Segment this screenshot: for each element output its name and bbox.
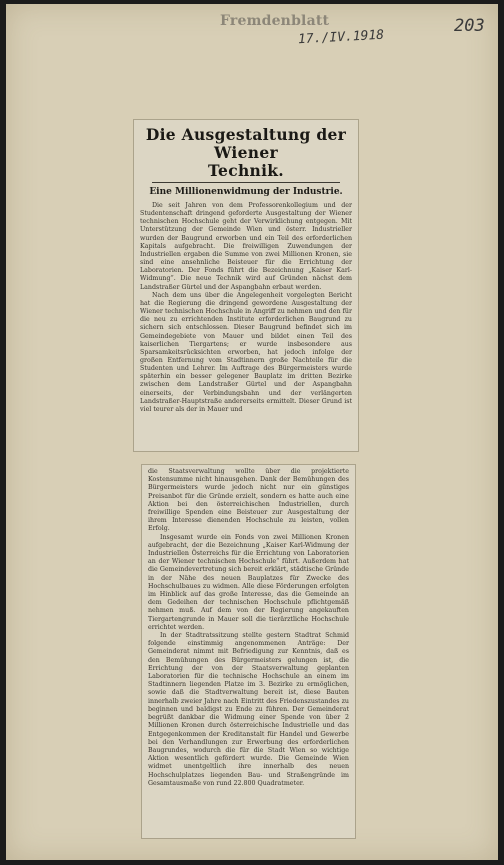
paragraph: die Staatsverwaltung wollte über die projektierte Kostensumme nicht hinausgehen. Dank der Bemühungen des Bürgermeisters wurde jedoch nicht nur ein günstiges Preisanbot für die Gründe erzielt, sondern es hatte auch eine Aktion bei den österreichischen Industriellen, durch freiwillige Spenden eine Beisteuer zur Ausgestaltung der ihrem Interesse dienenden Hochschule zu leisten, vollen Erfolg. [148, 468, 349, 533]
paragraph: Nach dem uns über die Angelegenheit vorgelegten Bericht hat die Regierung die dringend gewordene Ausgestaltung der Wiener technischen Hochschule in Angriff zu nehmen und den für die neu zu errichtenden Institute erforderlichen Baugrund zu sichern sich entschlossen. Dieser Baugrund befindet sich im Gemeindegebiete von Mauer und bildet einen Teil des kaiserlichen Tiergartens; er wurde insbesondere aus Sparsamkeitsrücksichten erworben, hat jedoch infolge der großen Entfernung vom Stadtinnern große Nachteile für die Studenten und Lehrer. Im Auftrage des Bürgermeisters wurde späterhin ein besser gelegener Bauplatz im dritten Bezirke zwischen dem Landstraßer Gürtel und der Aspangbahn einerseits, der Verbindungsbahn und der verlängerten Landstraßer-Hauptstraße andererseits ermittelt. Dieser Grund ist viel teurer als der in Mauer und [140, 291, 352, 413]
handwritten-page-number: 203 [454, 16, 485, 36]
paragraph: Die seit Jahren von dem Professorenkollegium und der Studentenschaft dringend geforderte Ausgestaltung der Wiener technischen Hochschule geht der Verwirklichung entgegen. Mit Unterstützung der Gemeinde Wien und österr. Industrieller wurden der Baugrund erworben und ein Teil des erforderlichen Kapitals aufgebracht. Die freiwilligen Zuwendungen der Industriellen ergaben die Summe von zwei Millionen Kronen, sie sind eine ansehnliche Beisteuer für die Errichtung der Laboratorien. Der Fonds führt die Bezeichnung „Kaiser Karl-Widmung“. Die neue Technik wird auf Gründen nächst dem Landstraßer Gürtel und der Aspangbahn erbaut werden. [140, 202, 352, 291]
article-body-part-1 [140, 202, 352, 414]
paragraph: Insgesamt wurde ein Fonds von zwei Millionen Kronen aufgebracht, der die Bezeichnung „Kaiser Karl-Widmung der Industriellen Österreichs für die Errichtung von Laboratorien an der Wiener technischen Hochschule“ führt. Außerdem hat die Gemeindevertretung sich bereit erklärt, städtische Gründe in der Nähe des neuen Bauplatzes für Zwecke des Hochschulbaues zu widmen. Alle diese Förderungen erfolgten im Hinblick auf das große Interesse, das die Gemeinde an dem Gedeihen der technischen Hochschule pflichtgemäß nehmen muß. Auf dem von der Regierung angekauften Tiergartengrunde in Mauer soll die tierärztliche Hochschule errichtet werden. [148, 533, 349, 631]
article-subheadline: Eine Millionenwidmung der Industrie. [149, 187, 343, 197]
paragraph: In der Stadtratssitzung stellte gestern Stadtrat Schmid folgende einstimmig angenommenen Anträge: Der Gemeinderat nimmt mit Befriedigung zur Kenntnis, daß es den Bemühungen des Bürgermeisters gelungen ist, die Errichtung der von der Staatsverwaltung geplanten Laboratorien für die technische Hochschule an einem im Stadtinnern liegenden Platze im 3. Bezirke zu ermöglichen, sowie daß die Stadtverwaltung bereit ist, diese Bauten innerhalb zweier Jahre nach Eintritt des Friedenszustandes zu beginnen und baldigst zu Ende zu führen. Der Gemeinderat begrüßt dankbar die Widmung einer Spende von über 2 Millionen Kronen durch österreichische Industrielle und das Entgegenkommen der Kreditanstalt für Handel und Gewerbe bei den Verhandlungen zur Erwerbung des erforderlichen Baugrundes, wodurch die für die Stadt Wien so wichtige Aktion wesentlich gefördert wurde. Die Gemeinde Wien widmet unentgeltlich ihre innerhalb des neuen Hochschulplatzes liegenden Bau- und Straßengründe im Gesamtausmaße von rund 22.800 Quadratmeter. [148, 632, 349, 787]
headline-line-1: Die Ausgestaltung der Wiener [145, 125, 347, 162]
article-body-part-2 [148, 468, 349, 788]
headline-rule [152, 182, 340, 183]
masthead: Fremdenblatt [220, 13, 330, 29]
headline-line-2: Technik. [207, 161, 285, 180]
article-clipping-bottom [142, 465, 355, 838]
article-clipping-top [134, 120, 358, 451]
article-headline [140, 126, 352, 180]
handwritten-date: 17./IV.1918 [297, 27, 385, 48]
